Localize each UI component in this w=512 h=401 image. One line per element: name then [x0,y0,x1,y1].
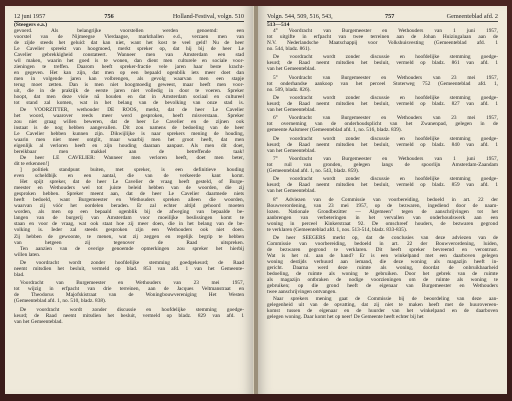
text-line: keurd; de Raad neemt mitsdien het besluit, vermeld op bladz. 861 van afd. 1 [267,60,498,67]
text-line: blad. [14,271,25,278]
text-line: langen van de burgerij van Amsterdam voor moeilijke beslissingen komt te [14,215,244,222]
text-line: Ten aanzien van de overige genoemde opmerkingen zou spreker het hierbij [20,245,244,252]
text-line: tot wijzig in erfpacht van drie terreinen, aan de Jacques Veltmanstraat en [14,286,244,293]
text-line: en gegeven. Het kan zijn, dat men op een bepaald ogenblik iets meer doet dan [14,70,244,77]
text-line: zou niet graag willen beweren, dat de heer Le Cavelier en de zijnen ook [14,118,244,125]
text-line: keurd; de Raad neemt mitsdien het besluit, vermeld op bladz. 829 van afd. 1 [14,312,244,319]
text-line: terug moet zetten. Dan is men niet hoogmoedig geweest, maar heeft men voor- [14,82,244,89]
text-line: bereikbaar men makkel aan de betreffende taak! [14,148,244,155]
text-line: de bezwaren gegrond te verklaren. Dit heeft spreker bevreemd en verontrust. [267,247,498,254]
text-line: hoopt, dat men deze visie nã houden en dat in Amsterdam sociaal en cultureel [14,94,244,101]
text-line: aanbrengen van verbeteringen in het vervallen van onderhoudswerk aan een [267,214,498,221]
text-line: no. 544, bladz. 861). [267,46,311,53]
text-line: twee aanschrijvingen ontvangen. [267,289,337,296]
text-line: men in volgende jaren kan volbrengen, als gevolg waarvan men een stapje [14,76,244,83]
text-line: even scheldbijk en een aantal, die van de verkeerde kant komt. [14,173,244,180]
text-line: keurd; de Raad neemt mitsdien het besluit, vermeld op bladz. 859 van afd. 1 [267,182,498,189]
text-line: De voordracht wordt zonder discussie en hoofdelijke stemming goedge- [273,94,498,101]
text-line: tot stand zal komen, wat in het belang van de bevolking van onze stad is. [14,100,244,107]
text-line: Cavelier gebrekkigheid constateert. Wanneer men van Amsterdam een stad [14,52,244,59]
text-line: te verklaren (Gemeenteblad afd. 1, nos. 513-514, bladz. 833-835). [267,226,408,233]
text-line: gevoerd. Als belangrijke voorstellen werden genoemd: een [14,27,244,34]
text-line: 6° Voordracht van Burgemeester en Wethouders van 23 mei 1957, [273,115,498,122]
text-line: gelegenheid uit van de opvatting, dat zij niet te maken heeft met de huurovereen- [267,301,498,308]
text-line: Bouwverordening, van 23 mei 1957, op de bezwaren, ingediend door de naam- [267,202,498,209]
text-line: neemt mitsdien het besluit, vermeld op blad. 853 van afd. 1 van het Gemeente- [14,265,244,272]
text-line: meester en Wethouders wel tot juiste beleid hebben van de woorden, die zij [14,185,244,192]
text-line: Commissie van voorbereiding, bedoeld in art. 22 der Bouwverordening, luiden, [267,241,498,248]
text-line: 5° Voordracht van Burgemeester en Wethouders van 23 mei 1957, [273,74,498,81]
text-line: de zijde steeds het geluid: dat kan niet, want het kost te veel geld! Nu de heer [14,40,244,46]
text-line: Le Cavelier spreekt van hoogmoed, merkt spreker op, dat hij bij de heer Le [14,46,244,53]
text-line: waarin men niet meer ontglit, maar waarbij men het groot heeft, dat men [14,136,244,143]
text-line: heeft bedoeld, want Burgemeester en Wethouders spreken alleen die woorden, [14,197,244,204]
text-line: van het Gemeenteblad. [267,66,316,73]
text-line: keurd; de Raad neemt mitsdien het besluit, vermeld op bladz. 840 van afd. 1 [267,141,498,148]
right-header-gemeenteblad: Gemeenteblad afd. 2 [446,13,498,20]
left-body-text [14,28,244,325]
text-line: Voordracht van Burgemeester en Wethouders van 23 mei 1957, [20,280,244,287]
text-line: de Theodorus Majofskistraat van de Woningbouwvereniging Het Westen [14,292,244,299]
text-line: tot ruil van gronden, gelegen langs de spoorlijn Amsterdam-Zaandam [267,161,498,168]
text-line: lozen. Nationale Grondbezitter — Algemeen" tegen de aanschrijvingen tot het [267,208,498,215]
text-line: bedoeling, de ruimte als woning te gebruiken. Door het gebrek van de ruimte [267,271,498,278]
text-line: De voordracht wordt zonder discussie en hoofdelijke stemming goedge- [20,306,244,313]
left-page-number: 756 [104,13,114,20]
left-header-date: 12 juni 1957 [14,13,46,20]
text-line: Zij hebben de gewoonte, te menen, wat zij zeggen en regelijk begrip te hebben [14,233,244,240]
text-line: komst tussen de eigenaar en de huurder van het winkelpand en de daarboven [267,307,498,314]
text-line: van het Gemeenteblad. [267,188,316,195]
left-subheader: (Steegers e.a.) [14,21,48,28]
text-line: De heer SEEGERS merkt op, dat de conclusies van deze adviezen van de [273,235,498,242]
text-line: instaat is de nog hebben aangevallen. Dit zou namens de bedoeling van de heer [14,124,244,131]
text-line: als magazijn ontbraken de nodige voorzieningen om de ruimte als woning te [267,277,498,284]
text-line: van hetgeen zij tegenover de Raad uitspreken. [14,239,244,246]
right-header-volgn: Volgn. 544, 509, 516, 543, [267,13,333,20]
text-line: De VOORZITTER, wethouder DE ROOS, merkt, dat de heer Le Cavelier [20,106,244,113]
text-line: gericht. Daarna werd deze ruimte als woning, doordat de onbruikbaarheid [267,265,498,272]
text-line: zieningen te treffen. Daarom heeft spreker-fractie vele jaren haar beste kracht- [14,64,244,71]
right-subheader: 513—514 [267,21,290,28]
text-line: Naar sprekers mening gaat de Commissie bij de beoordeling van deze aan- [273,295,498,302]
text-line: De voordracht wordt zonder hoofdelijke stemming goedgekeurd; de Raad [20,259,244,266]
text-line: 8° Adviezen van de Commissie van voorbereiding, bedoeld in art. 22 der [273,196,498,203]
text-line: van het Gemeenteblad. [14,318,63,325]
text-line: tot onderhandse aankoop van het perceel Stoterweg 752 (Gemeenteblad afd. 1, [267,80,498,87]
text-line: (Gemeenteblad afd. 1, no. 510, bladz. 838). [14,298,107,305]
text-line: eigenlijk al verloren heeft en zijn houding daaraan aanpast. Als men dit doet, [14,142,244,149]
text-line: staan en voor de vraag, wat ook staat hoe zij meer doen, die in het belang van de be- [14,221,244,228]
text-line: De voordracht wordt zonder discussie en hoofdelijke stemming goedge- [273,135,498,142]
text-line: waarvan zij vóór het oordelen beraden. Er zal echter altijd gehoord moeten [14,203,244,210]
text-line: woning in perceel Kinkerstraat 92. De omschreef houders, de bezwaren gegrond [267,220,498,227]
right-page-header [267,13,498,22]
text-line: De voordracht wordt zonder discussie en hoofdelijke stemming goedge- [273,176,498,183]
left-page [5,6,254,394]
text-line: N.V. Nederlandsche Maatschappij voor Volkshuisvesting (Gemeenteblad afd. 1 [267,40,498,46]
text-line: uit, die in de praktijk de eerste jaren niet volledig in door te voeren. Spreker [14,88,244,95]
left-page-header [14,13,244,22]
text-line: het woord, waarover reeds meer werd gesproken, heeft misverstaan. Spreker [14,112,244,119]
text-line: wil maken, waarin het goed is te wonen, dan dient men culturele en sociale voor- [14,58,244,65]
text-line: no. 509, bladz. 826). [267,86,311,93]
right-page [258,6,507,394]
text-line: 4° Voordracht van Burgemeester en Wethouders van 1 juni 1957, [273,27,498,34]
text-line: 7° Voordracht van Burgemeester en Wethouders van 1 juni 1957, [273,155,498,162]
text-line: Le Cavelier hebben kunnen zijn. Dikwijlijke is naar sprekers mening de houding, [14,130,244,137]
right-body-text [267,28,498,320]
text-line: Wat is het nl. aan de hand? Er is een winkelpand met een daarboven gelegen [267,253,498,260]
text-line: voorstel van de Nijmeegse Vierdaagse, markthallen e.d., verzaen men van [14,33,244,40]
text-line: De heer LE CAVELIER: Wanneer men verloren heeft, doet men beter, [20,154,244,161]
text-line: woning destijds verhuurd aan iemand, die deze woning als magazijn heeft in- [267,259,498,266]
text-line: willen laten. [14,251,41,258]
text-line: gemeente Aalsmeer (Gemeenteblad afd. 1, no. 516, bladz. 839). [267,127,403,134]
text-line: worden, als men op een bepaald ogenblik bij de afweging van bepaalde be- [14,209,244,216]
text-line: ] politiek standpunt buiten, met spreker, is een definitieve houding [20,166,244,173]
text-line: gebruiken; op die grond heeft de eigenaar van Burgemeester en Wethouders [267,283,498,290]
text-line: van het Gemeenteblad. [267,107,316,114]
text-line: Het spijt spreker, dat de heer Le Cavelier de vraag heeft gesteld, of Burge- [20,179,244,186]
text-line: dit te erkennen!] [14,160,50,167]
text-line: tot uitgifte in erfpacht van twee terreinen aan de Johan Huizingalaan aan de [267,33,498,40]
text-line: volking is. Ieder zal steeds gesproken zijn een Wethouders ook niet doen. [14,227,244,234]
text-line: (Gemeenteblad afd. 1, no. 543, bladz. 859). [267,168,360,175]
text-line: gesproken hebben. Spreker meent aan, dat de heer Le Cavelier daarmede niets [14,191,244,198]
text-line: De voordracht wordt zonder discussie en hoofdelijke stemming goedge- [273,54,498,61]
text-line: tot overneming van de onderhoudsplicht van het Zwanenpad, gelegen in de [267,121,498,128]
text-line: keurd; de Raad neemt mitsdien het besluit, vermeld op bladz. 827 van afd. 1 [267,100,498,107]
text-line: gelegen woning. Daar komt het op neer! De Gemeente heeft echter bij het [267,313,424,320]
right-page-number: 757 [385,13,395,20]
text-line: van het Gemeenteblad. [267,147,316,154]
left-header-topic: Holland-Festival, volgn. 510 [172,13,244,20]
